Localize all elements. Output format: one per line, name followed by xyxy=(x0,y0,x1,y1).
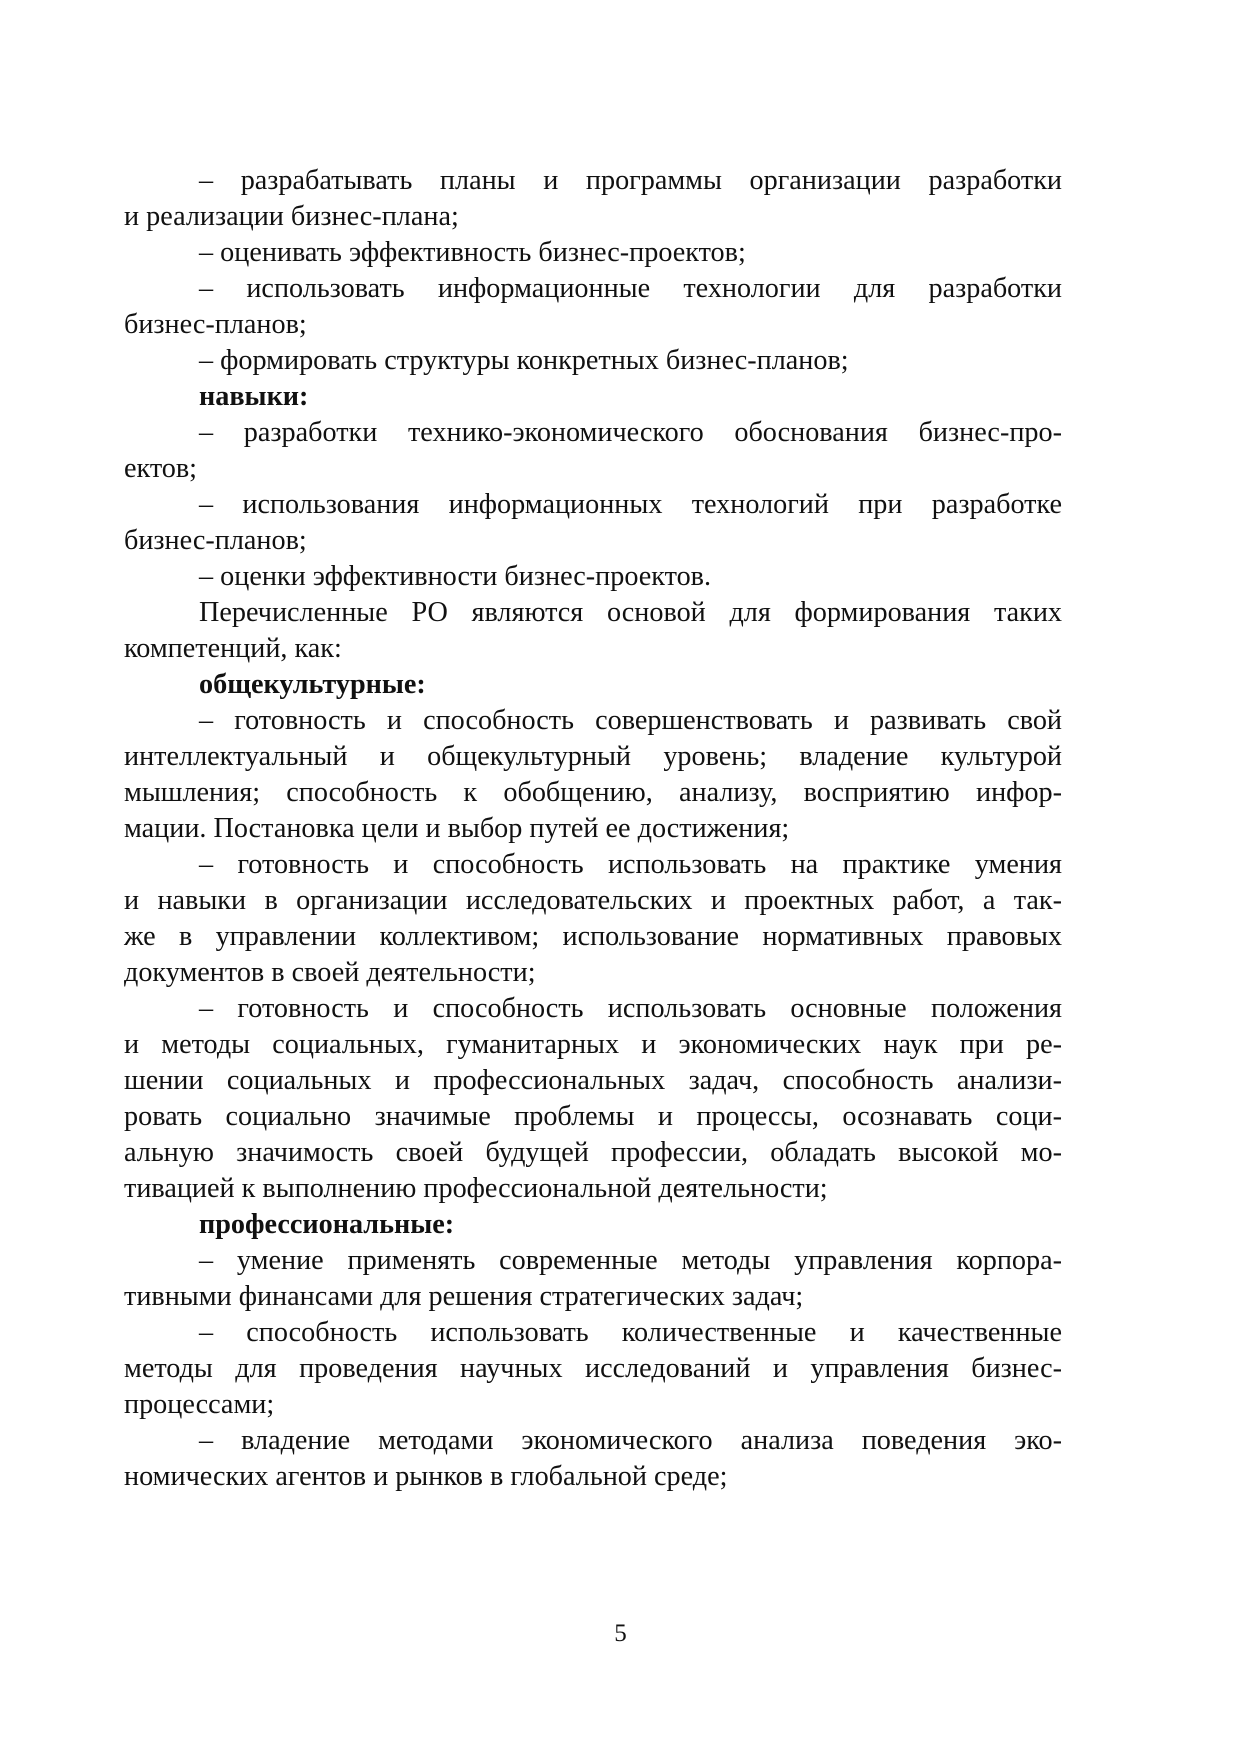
text-line: – оценки эффективности бизнес-проектов. xyxy=(199,561,712,592)
text-line: мации. Постановка цели и выбор путей ее достижения; xyxy=(124,813,790,844)
text-line: и навыки в организации исследовательских и проектных работ, а так- xyxy=(124,885,1062,916)
section-heading-skills: навыки: xyxy=(199,381,309,412)
text-line: интеллектуальный и общекультурный уровень; владение культурой xyxy=(124,741,1062,772)
text-line: методы для проведения научных исследований и управления бизнес- xyxy=(124,1353,1062,1384)
text-line: бизнес-планов; xyxy=(124,525,307,556)
text-line: – способность использовать количественные и качественные xyxy=(199,1317,1062,1348)
text-line: номических агентов и рынков в глобальной среде; xyxy=(124,1461,728,1492)
text-line: – оценивать эффективность бизнес-проектов; xyxy=(199,237,746,268)
text-line: процессами; xyxy=(124,1389,275,1420)
text-line: компетенций, как: xyxy=(124,633,342,664)
text-line: альную значимость своей будущей профессии, обладать высокой мо- xyxy=(124,1137,1062,1168)
page-number: 5 xyxy=(614,1620,627,1647)
text-line: – готовность и способность использовать основные положения xyxy=(199,993,1062,1024)
text-line: ектов; xyxy=(124,453,198,484)
text-line: – умение применять современные методы управления корпора- xyxy=(199,1245,1062,1276)
text-line: бизнес-планов; xyxy=(124,309,307,340)
text-line: документов в своей деятельности; xyxy=(124,957,536,988)
text-line: – владение методами экономического анализа поведения эко- xyxy=(199,1425,1062,1456)
text-line: – использования информационных технологий при разработке xyxy=(199,489,1062,520)
text-line: – готовность и способность совершенствовать и развивать свой xyxy=(199,705,1062,736)
text-line: тивными финансами для решения стратегических задач; xyxy=(124,1281,804,1312)
page-body-text xyxy=(124,163,1062,1495)
text-line: Перечисленные РО являются основой для формирования таких xyxy=(199,597,1062,628)
text-line: тивацией к выполнению профессиональной деятельности; xyxy=(124,1173,828,1204)
text-line: – разработки технико-экономического обоснования бизнес-про- xyxy=(199,417,1062,448)
text-line: ровать социально значимые проблемы и процессы, осознавать соци- xyxy=(124,1101,1062,1132)
text-line: – разрабатывать планы и программы организации разработки xyxy=(199,165,1062,196)
text-line: – готовность и способность использовать на практике умения xyxy=(199,849,1062,880)
text-line: шении социальных и профессиональных задач, способность анализи- xyxy=(124,1065,1062,1096)
section-heading-professional: профессиональные: xyxy=(199,1209,455,1240)
text-line: – использовать информационные технологии для разработки xyxy=(199,273,1062,304)
text-line: мышления; способность к обобщению, анализу, восприятию инфор- xyxy=(124,777,1062,808)
section-heading-general-cultural: общекультурные: xyxy=(199,669,426,700)
text-line: – формировать структуры конкретных бизнес-планов; xyxy=(199,345,849,376)
text-line: и методы социальных, гуманитарных и экономических наук при ре- xyxy=(124,1029,1062,1060)
text-line: и реализации бизнес-плана; xyxy=(124,201,459,232)
text-line: же в управлении коллективом; использование нормативных правовых xyxy=(124,921,1062,952)
